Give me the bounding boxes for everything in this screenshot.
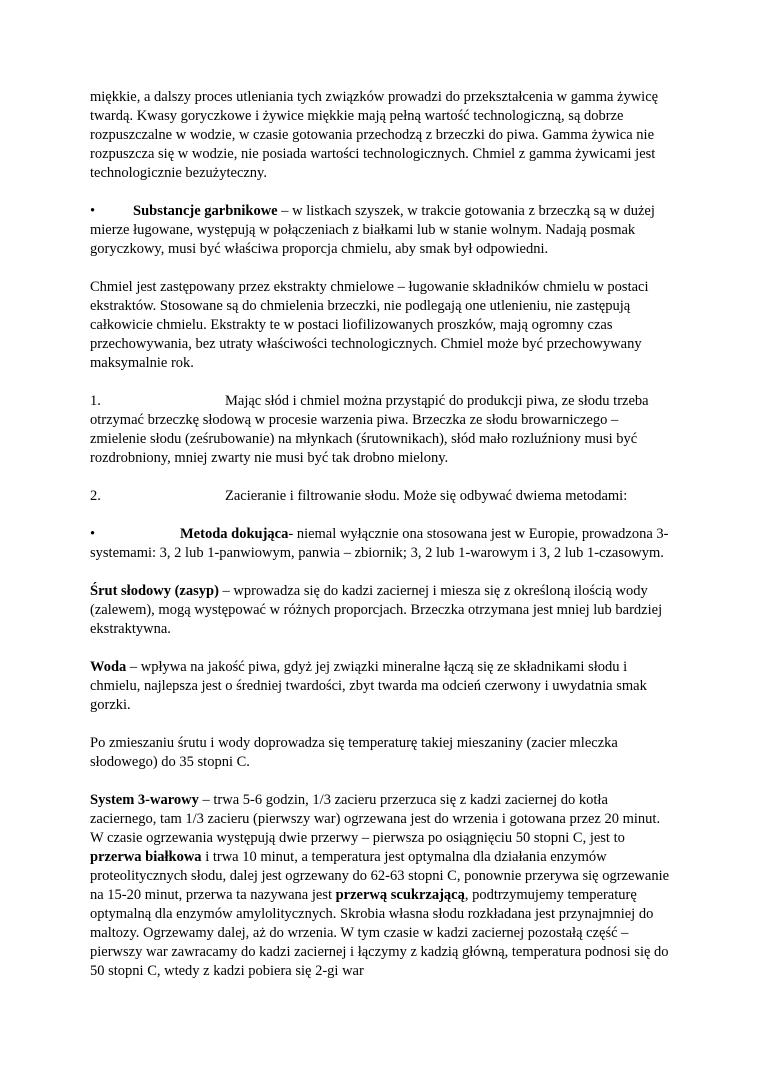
numbered-item-2 — [90, 487, 670, 506]
text-run: Chmiel jest zastępowany przez ekstrakty chmielowe – ługowanie składników chmielu w postaci ekstraktów. Stosowane są do chmielenia brzeczki, nie podlegają one utlenieniu, nie zastępują całkowicie chmielu. Ekstrakty te w postaci liofilizowanych proszków, mają ogromny czas przechowywania, bez utraty właściwości technologicznych. Chmiel może być przechowywany maksymalnie rok. — [90, 279, 649, 371]
text-run: Po zmieszaniu śrutu i wody doprowadza się temperaturę takiej mieszaniny (zacier mleczka słodowego) do 35 stopni C. — [90, 735, 618, 770]
para-system-3-warowy — [90, 791, 670, 981]
document-content — [90, 88, 670, 981]
bold-text-run: Substancje garbnikowe — [133, 203, 278, 219]
bullet-metoda-dokujaca — [90, 525, 670, 563]
numbered-item-1 — [90, 392, 670, 468]
number-marker: 1. — [90, 393, 101, 409]
bold-text-run: Metoda dokująca — [180, 526, 289, 542]
bold-text-run: przerwa białkowa — [90, 849, 202, 865]
para-gamma-resin — [90, 88, 670, 183]
text-run: i trwa 10 minut, a temperatura jest optymalna dla działania enzymów proteolitycznych słodu, dalej jest ogrzewany do 62-63 stopni C, ponownie przerywa się ogrzewanie na 15-20 minut, przerwa ta nazywana jest — [90, 849, 670, 903]
text-run: – wprowadza się do kadzi zaciernej i miesza się z określoną ilością wody (zalewem), mogą występować w różnych proporcjach. Brzeczka otrzymana jest mniej lub bardziej ekstraktywna. — [90, 583, 663, 637]
text-run: miękkie, a dalszy proces utleniania tych związków prowadzi do przekształcenia w gamma żywicę twardą. Kwasy goryczkowe i żywice miękkie mają pełną wartość technologiczną, są dobrze rozpuszczalne w wodzie, w czasie gotowania przechodzą z brzeczki do piwa. Gamma żywica nie rozpuszcza się w wodzie, nie posiada wartości technologicznych. Chmiel z gamma żywicami jest technologicznie bezużyteczny. — [90, 89, 659, 181]
text-run: – w listkach szyszek, w trakcie gotowania z brzeczką są w dużej mierze ługowane, występują w połączeniach z białkami lub w stanie wolnym. Nadają posmak goryczkowy, musi być właściwa proporcja chmielu, aby smak był odpowiedni. — [90, 203, 655, 257]
text-run: Zacieranie i filtrowanie słodu. Może się odbywać dwiema metodami: — [225, 488, 628, 504]
text-run: Mając słód i chmiel można przystąpić do produkcji piwa, ze słodu trzeba otrzymać brzeczkę słodową w procesie warzenia piwa. Brzeczka ze słodu browarniczego – zmielenie słodu (ześrubowanie) na młynkach (śrutownikach), słód mało rozluźniony musi być rozdrobniony, mniej zwarty nie musi być tak drobno mielony. — [90, 393, 649, 466]
para-ekstrakty-chmielowe — [90, 278, 670, 373]
para-zacier-temperatura — [90, 734, 670, 772]
bold-text-run: System 3-warowy — [90, 792, 199, 808]
bullet-marker: • — [90, 203, 96, 219]
bullet-marker: • — [90, 526, 96, 542]
text-run: – trwa 5-6 godzin, 1/3 zacieru przerzuca się z kadzi zaciernej do kotła zaciernego, tam 1/3 zacieru (pierwszy war) ogrzewana jest do wrzenia i gotowana przez 20 minut. W czasie ogrzewania występują dwie przerwy – pierwsza po osiągnięciu 50 stopni C, jest to — [90, 792, 661, 846]
bullet-substancje-garbnikowe — [90, 202, 670, 259]
para-woda — [90, 658, 670, 715]
text-run: – wpływa na jakość piwa, gdyż jej związki mineralne łączą się ze składnikami słodu i chmielu, najlepsza jest o średniej twardości, zbyt twarda ma odcień czerwony i uwydatnia smak gorzki. — [90, 659, 647, 713]
bold-text-run: Śrut słodowy (zasyp) — [90, 583, 219, 599]
bold-text-run: przerwą scukrzającą — [335, 887, 465, 903]
text-run: - niemal wyłącznie ona stosowana jest w Europie, prowadzona 3-systemami: 3, 2 lub 1-panwiowym, panwia – zbiornik; 3, 2 lub 1-warowym i 3, 2 lub 1-czasowym. — [90, 526, 669, 561]
text-run: , podtrzymujemy temperaturę optymalną dla enzymów amylolitycznych. Skrobia własna słodu rozkładana jest przynajmniej do maltozy. Ogrzewamy dalej, aż do wrzenia. W tym czasie w kadzi zaciernej pozostałą część – pierwszy war zawracamy do kadzi zaciernej i łączymy z kadzią główną, temperatura podnosi się do 50 stopni C, wtedy z kadzi pobiera się 2-gi war — [90, 887, 669, 979]
para-srut-slodowy — [90, 582, 670, 639]
bold-text-run: Woda — [90, 659, 127, 675]
number-marker: 2. — [90, 488, 101, 504]
